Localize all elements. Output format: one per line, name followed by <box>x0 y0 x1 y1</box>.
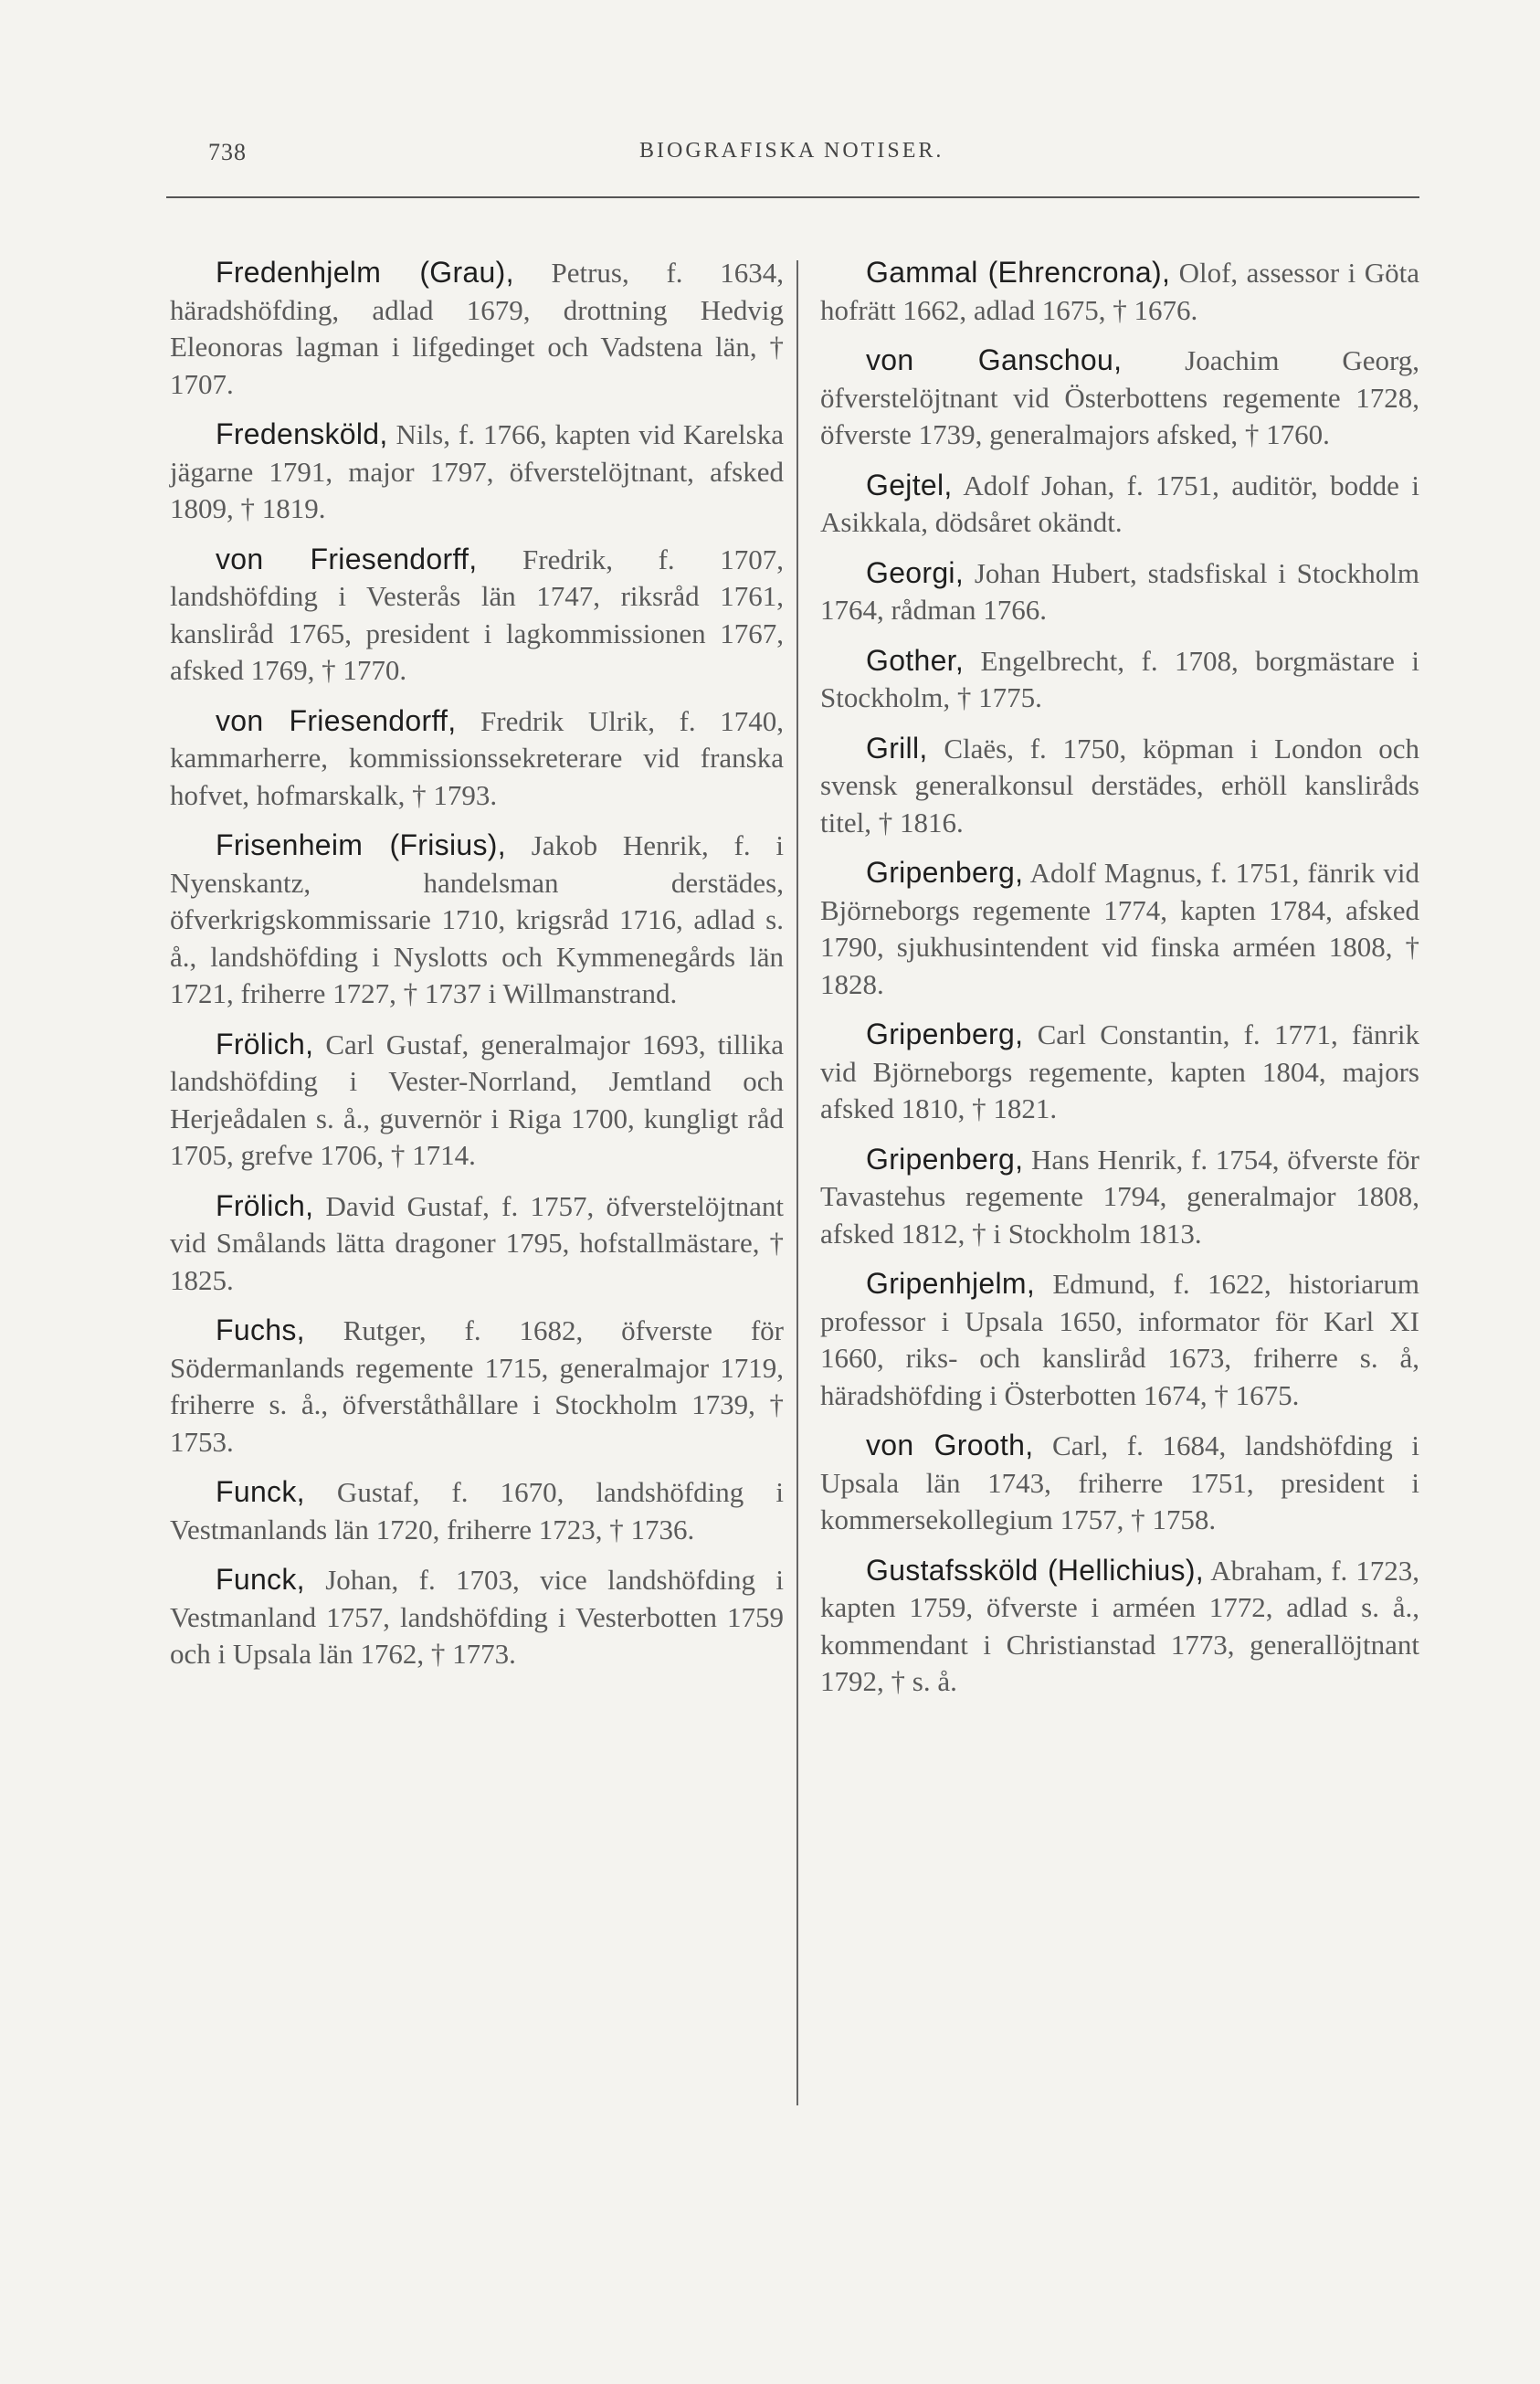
biography-entry <box>170 1312 784 1461</box>
entry-text: Edmund, f. 1622, historiarum professor i Upsala 1650, informator för Karl XI 1660, riks- och kansliråd 1673, friherre s. å, häradshöfding i Österbotten 1674, † 1675. <box>820 1268 1419 1411</box>
entry-name: Grill, <box>866 731 928 765</box>
entry-text: Carl Gustaf, generalmajor 1693, tillika landshöfding i Vester-Norrland, Jemtland och Herjeådalen s. å., guvernör i Riga 1700, kungligt råd 1705, grefve 1706, † 1714. <box>170 1028 784 1171</box>
entry-name: Frölich, <box>216 1188 314 1222</box>
biography-entry <box>170 1473 784 1548</box>
entry-name: Gother, <box>866 643 965 677</box>
entry-text: Rutger, f. 1682, öfverste för Södermanlands regemente 1715, generalmajor 1719, friherre s. å., öfverståthållare i Stockholm 1739, † 1753. <box>170 1314 784 1458</box>
entry-name: von Friesendorff, <box>216 542 478 575</box>
biography-entry <box>820 1265 1419 1414</box>
biography-entry <box>820 642 1419 717</box>
left-column <box>170 254 784 1686</box>
entry-name: Gejtel, <box>866 468 953 501</box>
entry-name: Gustafssköld (Hellichius), <box>866 1553 1204 1587</box>
entry-name: von Ganschou, <box>866 343 1123 376</box>
biography-entry <box>820 1141 1419 1253</box>
entry-text: Jakob Henrik, f. i Nyenskantz, handelsman derstädes, öfverkrigskommissarie 1710, krigsråd 1716, adlad s. å., landshöfding i Nyslotts och Kymmenegårds län 1721, friherre 1727, † 1737 i Willmanstrand. <box>170 829 784 1009</box>
running-head: BIOGRAFISKA NOTISER. <box>639 139 944 163</box>
biography-entry <box>170 1026 784 1175</box>
biography-entry <box>170 1187 784 1300</box>
biography-entry <box>170 541 784 690</box>
entry-name: Gammal (Ehrencrona), <box>866 256 1171 289</box>
entry-text: Johan Hubert, stadsfiskal i Stockholm 1764, rådman 1766. <box>820 556 1419 626</box>
biography-entry <box>820 554 1419 629</box>
entry-name: Frölich, <box>216 1027 314 1060</box>
entry-text: Nils, f. 1766, kapten vid Karelska jägarne 1791, major 1797, öfverstelöjtnant, afsked 1809, † 1819. <box>170 418 784 524</box>
entry-text: Fredrik Ulrik, f. 1740, kammarherre, kommissionssekreterare vid franska hofvet, hofmarskalk, † 1793. <box>170 704 784 811</box>
entry-text: Fredrik, f. 1707, landshöfding i Vesterås län 1747, riksråd 1761, kansliråd 1765, president i lagkommissionen 1767, afsked 1769, † 1770. <box>170 543 784 686</box>
entry-text: Abraham, f. 1723, kapten 1759, öfverste i arméen 1772, adlad s. å., kommendant i Christianstad 1773, generallöjtnant 1792, † s. å. <box>820 1554 1419 1697</box>
biography-entry <box>820 342 1419 454</box>
entry-text: Hans Henrik, f. 1754, öfverste för Tavastehus regemente 1794, generalmajor 1808, afsked 1812, † i Stockholm 1813. <box>820 1143 1419 1250</box>
entry-text: Carl, f. 1684, landshöfding i Upsala län 1743, friherre 1751, president i kommersekollegium 1757, † 1758. <box>820 1429 1419 1535</box>
entry-text: Gustaf, f. 1670, landshöfding i Vestmanlands län 1720, friherre 1723, † 1736. <box>170 1476 784 1545</box>
biography-entry <box>170 254 784 403</box>
entry-name: Fredenhjelm (Grau), <box>216 256 514 289</box>
biography-entry <box>170 1561 784 1673</box>
entry-text: Adolf Johan, f. 1751, auditör, bodde i Asikkala, dödsåret okändt. <box>820 469 1419 538</box>
biography-entry <box>820 254 1419 329</box>
entry-name: Funck, <box>216 1563 305 1596</box>
entry-name: Frisenheim (Frisius), <box>216 828 506 861</box>
biography-entry <box>820 730 1419 842</box>
right-column <box>820 254 1419 1714</box>
entry-name: Funck, <box>216 1475 305 1508</box>
entry-name: Gripenberg, <box>866 1018 1024 1050</box>
biography-entry <box>820 854 1419 1003</box>
column-divider <box>796 260 798 2105</box>
biography-entry <box>170 827 784 1013</box>
entry-name: von Grooth, <box>866 1429 1034 1461</box>
header-rule <box>166 196 1419 198</box>
entry-name: Gripenberg, <box>866 1142 1024 1176</box>
entry-text: Claës, f. 1750, köpman i London och svensk generalkonsul derstädes, erhöll kansliråds titel, † 1816. <box>820 732 1419 839</box>
biography-entry <box>170 416 784 528</box>
entry-text: Joachim Georg, öfverstelöjtnant vid Österbottens regemente 1728, öfverste 1739, generalmajors afsked, † 1760. <box>820 344 1419 450</box>
entry-text: Adolf Magnus, f. 1751, fänrik vid Björneborgs regemente 1774, kapten 1784, afsked 1790, sjukhusintendent vid finska arméen 1808, † 1828. <box>820 857 1419 1000</box>
entry-text: Petrus, f. 1634, häradshöfding, adlad 1679, drottning Hedvig Eleonoras lagman i lifgedinget och Vadstena län, † 1707. <box>170 257 784 400</box>
page-number: 738 <box>208 139 247 165</box>
entry-name: Gripenberg, <box>866 856 1024 889</box>
entry-text: Carl Constantin, f. 1771, fänrik vid Björneborgs regemente, kapten 1804, majors afsked 1810, † 1821. <box>820 1018 1419 1124</box>
biography-entry <box>820 1552 1419 1701</box>
biography-entry <box>820 1016 1419 1128</box>
entry-name: Fredensköld, <box>216 417 388 450</box>
entry-name: von Friesendorff, <box>216 703 457 737</box>
biography-entry <box>170 702 784 815</box>
entry-text: David Gustaf, f. 1757, öfverstelöjtnant vid Smålands lätta dragoner 1795, hofstallmästare, † 1825. <box>170 1189 784 1296</box>
entry-name: Gripenhjelm, <box>866 1267 1036 1300</box>
entry-name: Georgi, <box>866 555 965 589</box>
biography-entry <box>820 1427 1419 1539</box>
entry-text: Johan, f. 1703, vice landshöfding i Vestmanland 1757, landshöfding i Vesterbotten 1759 och i Upsala län 1762, † 1773. <box>170 1564 784 1670</box>
biography-entry <box>820 467 1419 542</box>
entry-text: Engelbrecht, f. 1708, borgmästare i Stockholm, † 1775. <box>820 644 1419 713</box>
entry-text: Olof, assessor i Göta hofrätt 1662, adlad 1675, † 1676. <box>820 257 1419 326</box>
entry-name: Fuchs, <box>216 1313 305 1346</box>
